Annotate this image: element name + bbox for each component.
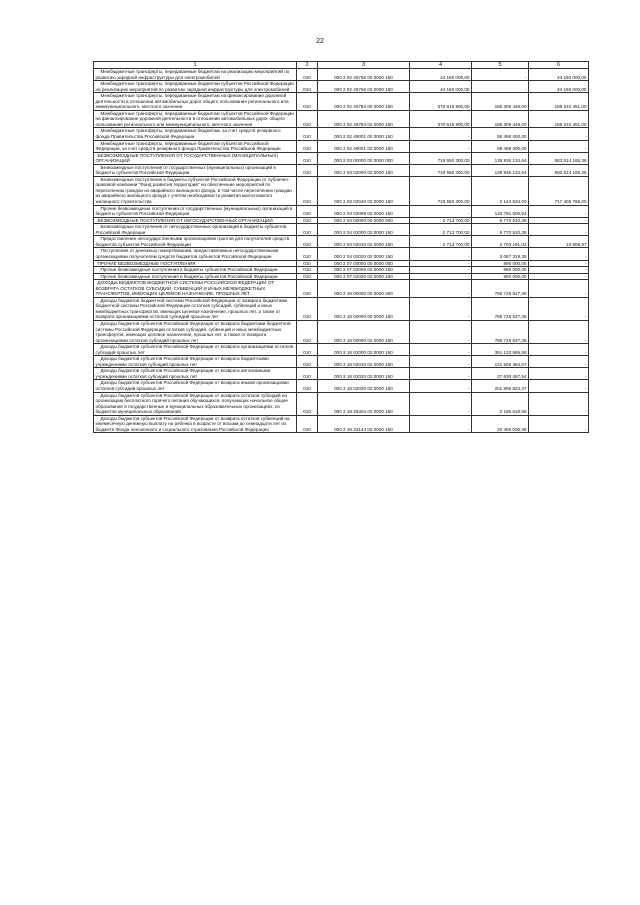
row-line-code: 010 <box>297 205 318 217</box>
row-name: Доходы бюджетов субъектов Российской Федерации от возврата бюджетами бюджетной системы Российской Федерации остатков субсидий, субвенций и иных межбюджетных трансфертов, имеющих целевое назначение, прошлых лет, а также от возврата организациями остатков субсидий прошлых лет <box>94 320 297 343</box>
row-line-code: 010 <box>297 392 318 415</box>
row-plan-amount: - <box>410 415 472 433</box>
row-name: БЕЗВОЗМЕЗДНЫЕ ПОСТУПЛЕНИЯ ОТ НЕГОСУДАРСТВЕННЫХ ОРГАНИЗАЦИЙ <box>94 217 297 224</box>
row-remaining-amount: - <box>529 260 589 267</box>
row-line-code: 010 <box>297 224 318 236</box>
row-name: Межбюджетные трансферты, передаваемые бюджетам субъектов Российской Федерации, за счет средств резервного фонда Правительства Российской Федерации <box>94 140 297 152</box>
table-row <box>94 217 589 224</box>
row-plan-amount: 370 619 900,00 <box>410 110 472 128</box>
row-plan-amount: - <box>410 267 472 274</box>
row-name: Межбюджетные трансферты, передаваемые бюджетам на финансирование дорожной деятельности в отношении автомобильных дорог общего пользования регионального или межмуниципального, местного значения <box>94 93 297 111</box>
row-budget-code: 000 2 02 45766 00 0000 150 <box>318 69 410 81</box>
row-name: Доходы бюджетов субъектов Российской Федерации от возврата бюджетными учреждениями остатков субсидий прошлых лет <box>94 356 297 368</box>
row-line-code: 010 <box>297 93 318 111</box>
row-executed-amount: 765 726 627,36 <box>472 280 529 298</box>
row-name: Межбюджетные трансферты, передаваемые бюджетам субъектов Российской Федерации на реализацию мероприятий по развитию зарядной инфраструктуры для электромобилей <box>94 81 297 93</box>
row-executed-amount: 135 936 134,64 <box>472 152 529 164</box>
row-executed-amount: 890 000,00 <box>472 260 529 267</box>
row-executed-amount: 201 896 823,37 <box>472 380 529 392</box>
table-row <box>94 368 589 380</box>
row-budget-code: 000 2 03 02040 02 0000 150 <box>318 176 410 205</box>
budget-execution-table <box>93 61 589 433</box>
row-remaining-amount: - <box>529 392 589 415</box>
row-remaining-amount: 717 405 766,00 <box>529 176 589 205</box>
row-remaining-amount: 185 310 451,00 <box>529 110 589 128</box>
row-executed-amount: 135 936 134,64 <box>472 164 529 176</box>
row-line-code: 010 <box>297 81 318 93</box>
table-row <box>94 93 589 111</box>
row-budget-code: 000 2 02 49001 02 0000 150 <box>318 140 410 152</box>
row-plan-amount: 44 160 000,00 <box>410 81 472 93</box>
row-line-code: 010 <box>297 260 318 267</box>
row-executed-amount: 351 133 665,58 <box>472 344 529 356</box>
table-row <box>94 248 589 260</box>
row-plan-amount: 719 550 300,00 <box>410 152 472 164</box>
row-budget-code: 000 2 18 33144 02 0000 150 <box>318 415 410 433</box>
row-line-code: 010 <box>297 297 318 320</box>
row-remaining-amount: 44 160 000,00 <box>529 69 589 81</box>
row-remaining-amount: - <box>529 368 589 380</box>
row-name: Безвозмездные поступления в бюджеты субъектов Российской Федерации от публично-правовой компании "Фонд развития территорий" на обеспечение мероприятий по переселению граждан из аварийного жилищного фонда, в том числе переселению граждан из аварийного жилищного фонда с учетом необходимости развития малоэтажного жилищного строительства <box>94 176 297 205</box>
table-row <box>94 380 589 392</box>
row-remaining-amount: - <box>529 273 589 280</box>
row-name: Безвозмездные поступления от государственных (муниципальных) организаций в бюджеты субъектов Российской Федерации <box>94 164 297 176</box>
row-budget-code: 000 2 02 49001 00 0000 150 <box>318 128 410 140</box>
row-remaining-amount: - <box>529 344 589 356</box>
table-row <box>94 205 589 217</box>
row-remaining-amount: - <box>529 380 589 392</box>
row-line-code: 010 <box>297 267 318 274</box>
row-plan-amount: - <box>410 320 472 343</box>
table-row <box>94 69 589 81</box>
row-name: Межбюджетные трансферты, передаваемые бюджетам на реализацию мероприятий по развитию зарядной инфраструктуры для электромобилей <box>94 69 297 81</box>
row-plan-amount: - <box>410 205 472 217</box>
column-header-code: 2 <box>297 62 318 69</box>
row-plan-amount: 719 550 300,00 <box>410 176 472 205</box>
row-remaining-amount: 583 614 165,36 <box>529 152 589 164</box>
row-budget-code: 000 2 04 02020 02 0000 150 <box>318 248 410 260</box>
row-remaining-amount: - <box>529 320 589 343</box>
table-row <box>94 273 589 280</box>
column-header-plan: 4 <box>410 62 472 69</box>
row-budget-code: 000 2 07 02000 02 0000 150 <box>318 267 410 274</box>
row-executed-amount: 20 458 006,36 <box>472 415 529 433</box>
row-line-code: 010 <box>297 69 318 81</box>
row-executed-amount: 185 309 449,00 <box>472 93 529 111</box>
row-budget-code: 000 2 03 02000 02 0000 150 <box>318 164 410 176</box>
row-budget-code: 000 2 18 00000 00 0000 150 <box>318 297 410 320</box>
table-row <box>94 128 589 140</box>
row-plan-amount: - <box>410 248 472 260</box>
page-number: 22 <box>316 38 324 45</box>
row-executed-amount: 2 703 191,03 <box>472 236 529 248</box>
row-budget-code: 000 2 02 45784 00 0000 150 <box>318 93 410 111</box>
row-remaining-amount: - <box>529 267 589 274</box>
table-row <box>94 280 589 298</box>
row-plan-amount: - <box>410 260 472 267</box>
row-executed-amount: 765 726 627,36 <box>472 320 529 343</box>
row-executed-amount: 58 498 400,00 <box>472 140 529 152</box>
row-name: Доходы бюджетов субъектов Российской Федерации от возврата остатков субсидий на организацию бесплатного горячего питания обучающихся, получающих начальное общее образование в государственных и муниципальных образовательных организациях, из бюджетов муниципальных образований <box>94 392 297 415</box>
row-remaining-amount: - <box>529 140 589 152</box>
row-remaining-amount: - <box>529 280 589 298</box>
table-row <box>94 344 589 356</box>
table-row <box>94 152 589 164</box>
row-plan-amount: - <box>410 280 472 298</box>
row-budget-code: 000 2 18 02030 02 0000 150 <box>318 380 410 392</box>
row-name: Доходы бюджетов бюджетной системы Российской Федерации от возврата бюджетами бюджетной системы Российской Федерации остатков субсидий, субвенций и иных межбюджетных трансфертов, имеющих целевое назначение, прошлых лет, а также от возврата организациями остатков субсидий прошлых лет <box>94 297 297 320</box>
row-budget-code: 000 2 02 45784 02 0000 150 <box>318 110 410 128</box>
row-plan-amount: 2 713 700,00 <box>410 224 472 236</box>
row-plan-amount: - <box>410 356 472 368</box>
row-plan-amount: - <box>410 392 472 415</box>
row-executed-amount: 5 770 510,38 <box>472 217 529 224</box>
row-executed-amount: 133 791 600,64 <box>472 205 529 217</box>
row-plan-amount: - <box>410 128 472 140</box>
row-budget-code: 000 2 03 00000 00 0000 000 <box>318 152 410 164</box>
table-row <box>94 176 589 205</box>
row-remaining-amount: 583 614 165,36 <box>529 164 589 176</box>
column-header-row <box>94 62 589 69</box>
table-row <box>94 260 589 267</box>
row-executed-amount: 2 195 618,55 <box>472 392 529 415</box>
row-executed-amount: - <box>472 69 529 81</box>
row-name: Прочие безвозмездные поступления в бюджеты субъектов Российской Федерации <box>94 273 297 280</box>
row-executed-amount: 121 606 384,67 <box>472 356 529 368</box>
table-row <box>94 392 589 415</box>
row-remaining-amount: - <box>529 248 589 260</box>
row-line-code: 010 <box>297 415 318 433</box>
table-row <box>94 224 589 236</box>
row-plan-amount: - <box>410 344 472 356</box>
row-executed-amount: 2 144 534,00 <box>472 176 529 205</box>
table-row <box>94 320 589 343</box>
row-budget-code: 000 2 18 02020 02 0000 150 <box>318 368 410 380</box>
row-executed-amount: 27 630 457,54 <box>472 368 529 380</box>
row-name: БЕЗВОЗМЕЗДНЫЕ ПОСТУПЛЕНИЯ ОТ ГОСУДАРСТВЕННЫХ (МУНИЦИПАЛЬНЫХ) ОРГАНИЗАЦИЙ <box>94 152 297 164</box>
row-remaining-amount: - <box>529 415 589 433</box>
row-budget-code: 000 2 18 02000 02 0000 150 <box>318 344 410 356</box>
row-name: Предоставление негосударственными организациями грантов для получателей средств бюджетов субъектов Российской Федерации <box>94 236 297 248</box>
table-row <box>94 356 589 368</box>
row-line-code: 010 <box>297 320 318 343</box>
row-line-code: 010 <box>297 280 318 298</box>
row-name: Прочие безвозмездные поступления в бюджеты субъектов Российской Федерации <box>94 267 297 274</box>
row-budget-code: 000 2 04 02010 02 0000 150 <box>318 236 410 248</box>
row-line-code: 010 <box>297 176 318 205</box>
row-plan-amount: - <box>410 297 472 320</box>
row-budget-code: 000 2 07 02030 02 0000 150 <box>318 273 410 280</box>
column-header-kbk: 3 <box>318 62 410 69</box>
row-executed-amount: 890 000,00 <box>472 267 529 274</box>
row-budget-code: 000 2 04 00000 00 0000 000 <box>318 217 410 224</box>
table-row <box>94 297 589 320</box>
row-line-code: 010 <box>297 248 318 260</box>
row-remaining-amount: 10 508,97 <box>529 236 589 248</box>
row-budget-code: 000 2 18 00000 00 0000 000 <box>318 280 410 298</box>
row-executed-amount: 765 726 627,36 <box>472 297 529 320</box>
row-executed-amount: - <box>472 81 529 93</box>
row-plan-amount: 2 713 700,00 <box>410 217 472 224</box>
row-executed-amount: 58 498 400,00 <box>472 128 529 140</box>
table-row <box>94 267 589 274</box>
table-row <box>94 110 589 128</box>
row-name: ДОХОДЫ БЮДЖЕТОВ БЮДЖЕТНОЙ СИСТЕМЫ РОССИЙСКОЙ ФЕДЕРАЦИИ ОТ ВОЗВРАТА ОСТАТКОВ СУБСИДИЙ, СУБВЕНЦИЙ И ИНЫХ МЕЖБЮДЖЕТНЫХ ТРАНСФЕРТОВ, ИМЕЮЩИХ ЦЕЛЕВОЕ НАЗНАЧЕНИЕ, ПРОШЛЫХ ЛЕТ <box>94 280 297 298</box>
row-plan-amount: - <box>410 380 472 392</box>
table-row <box>94 81 589 93</box>
row-line-code: 010 <box>297 140 318 152</box>
table-row <box>94 236 589 248</box>
row-line-code: 010 <box>297 236 318 248</box>
row-remaining-amount: 44 160 000,00 <box>529 81 589 93</box>
row-executed-amount: 890 000,00 <box>472 273 529 280</box>
row-plan-amount: 719 550 300,00 <box>410 164 472 176</box>
row-name: Безвозмездные поступления от негосударственных организаций в бюджеты субъектов Российской Федерации <box>94 224 297 236</box>
row-line-code: 010 <box>297 217 318 224</box>
row-remaining-amount: - <box>529 356 589 368</box>
row-plan-amount: - <box>410 273 472 280</box>
row-plan-amount: - <box>410 140 472 152</box>
table-row <box>94 415 589 433</box>
row-remaining-amount: - <box>529 217 589 224</box>
row-name: ПРОЧИЕ БЕЗВОЗМЕЗДНЫЕ ПОСТУПЛЕНИЯ <box>94 260 297 267</box>
row-remaining-amount: - <box>529 128 589 140</box>
row-remaining-amount: - <box>529 297 589 320</box>
row-plan-amount: 370 619 900,00 <box>410 93 472 111</box>
row-name: Доходы бюджетов субъектов Российской Федерации от возврата остатков субвенций на ежемесячную денежную выплату на ребенка в возрасте от восьми до семнадцати лет из бюджета Фонда пенсионного и социального страхования Российской Федерации <box>94 415 297 433</box>
row-name: Межбюджетные трансферты, передаваемые бюджетам субъектов Российской Федерации на финансирование дорожной деятельности в отношении автомобильных дорог общего пользования регионального или межмуниципального, местного значения <box>94 110 297 128</box>
row-budget-code: 000 2 04 02000 02 0000 150 <box>318 224 410 236</box>
row-line-code: 010 <box>297 128 318 140</box>
row-budget-code: 000 2 07 00000 00 0000 000 <box>318 260 410 267</box>
table-row <box>94 140 589 152</box>
row-line-code: 010 <box>297 110 318 128</box>
row-line-code: 010 <box>297 164 318 176</box>
row-line-code: 010 <box>297 368 318 380</box>
row-budget-code: 000 2 03 02099 02 0000 150 <box>318 205 410 217</box>
row-name: Поступления от денежных пожертвований, предоставляемых негосударственными организациями получателям средств бюджетов субъектов Российской Федерации <box>94 248 297 260</box>
row-budget-code: 000 2 18 00000 02 0000 150 <box>318 320 410 343</box>
row-name: Доходы бюджетов субъектов Российской Федерации от возврата иными организациями остатков субсидий прошлых лет <box>94 380 297 392</box>
row-line-code: 010 <box>297 344 318 356</box>
row-name: Доходы бюджетов субъектов Российской Федерации от возврата организациями остатков субсидий прошлых лет <box>94 344 297 356</box>
row-line-code: 010 <box>297 152 318 164</box>
row-budget-code: 000 2 18 25304 02 0000 150 <box>318 392 410 415</box>
row-plan-amount: - <box>410 368 472 380</box>
row-plan-amount: 44 160 000,00 <box>410 69 472 81</box>
row-line-code: 010 <box>297 273 318 280</box>
row-remaining-amount: - <box>529 205 589 217</box>
column-header-remaining: 6 <box>529 62 589 69</box>
row-line-code: 010 <box>297 380 318 392</box>
row-remaining-amount: - <box>529 224 589 236</box>
row-name: Прочие безвозмездные поступления от государственных (муниципальных) организаций в бюджеты субъектов Российской Федерации <box>94 205 297 217</box>
row-name: Межбюджетные трансферты, передаваемые бюджетам, за счет средств резервного фонда Правительства Российской Федерации <box>94 128 297 140</box>
row-plan-amount: 2 713 700,00 <box>410 236 472 248</box>
column-header-executed: 5 <box>472 62 529 69</box>
row-name: Доходы бюджетов субъектов Российской Федерации от возврата автономными учреждениями остатков субсидий прошлых лет <box>94 368 297 380</box>
row-budget-code: 000 2 18 02010 02 0000 150 <box>318 356 410 368</box>
row-budget-code: 000 2 02 45766 02 0000 150 <box>318 81 410 93</box>
row-executed-amount: 3 067 319,35 <box>472 248 529 260</box>
row-executed-amount: 185 309 449,00 <box>472 110 529 128</box>
column-header-name: 1 <box>94 62 297 69</box>
row-executed-amount: 5 770 510,38 <box>472 224 529 236</box>
table-row <box>94 164 589 176</box>
row-line-code: 010 <box>297 356 318 368</box>
row-remaining-amount: 185 310 451,00 <box>529 93 589 111</box>
